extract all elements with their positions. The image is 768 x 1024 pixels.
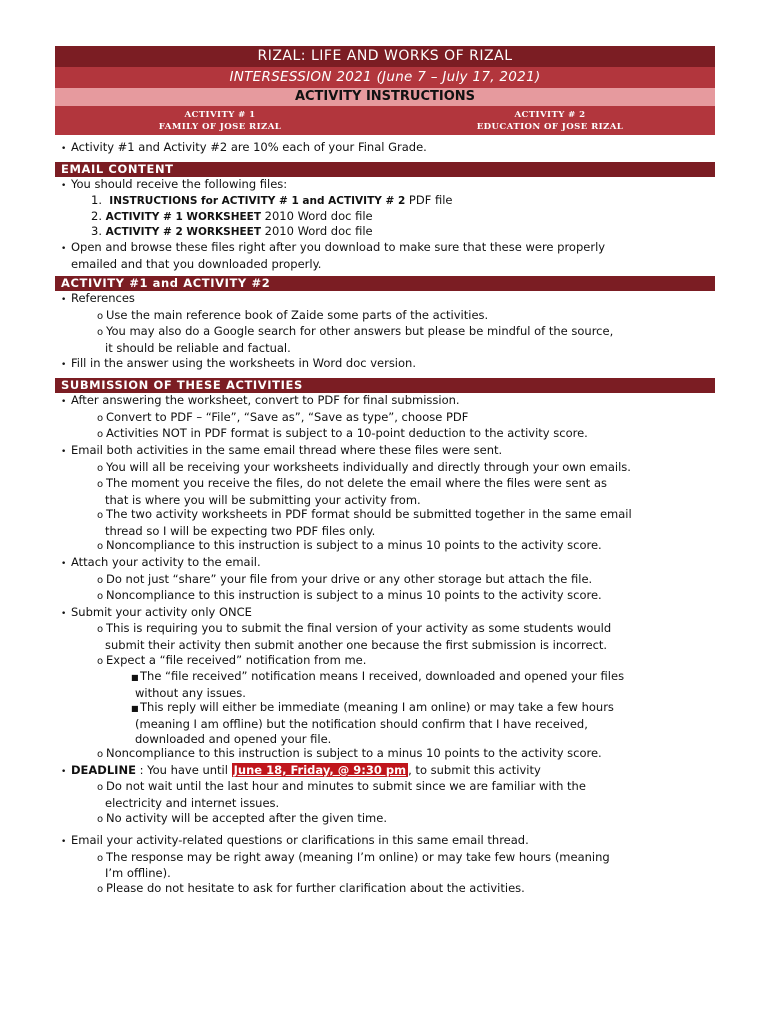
- sub-sub-item-continued: without any issues.: [135, 685, 246, 700]
- bullet-icon: •: [61, 180, 67, 191]
- circle-bullet-icon: o: [97, 624, 104, 636]
- email-content-heading: EMAIL CONTENT: [55, 162, 715, 177]
- bullet-icon: •: [61, 144, 67, 154]
- list-item: • Attach your activity to the email.: [55, 555, 715, 572]
- sub-sub-item-continued: downloaded and opened your file.: [135, 731, 332, 746]
- sub-sub-item: ■The “file received” notification means I received, downloaded and opened your files: [55, 669, 715, 686]
- sub-item: o Do not wait until the last hour and minutes to submit since we are familiar with the: [55, 779, 715, 796]
- sub-item: o This is requiring you to submit the final version of your activity as some students would: [55, 621, 715, 638]
- sub-item: o The response may be right away (meaning I’m online) or may take few hours (meaning: [55, 850, 715, 867]
- sub-item: o Do not just “share” your file from your drive or any other storage but attach the file.: [55, 572, 715, 589]
- deadline-item: • DEADLINE : You have until June 18, Friday, @ 9:30 pm , to submit this activity: [55, 763, 715, 780]
- file-item-1: 1. INSTRUCTIONS for ACTIVITY # 1 and ACTIVITY # 2 PDF file: [91, 193, 453, 208]
- circle-bullet-icon: o: [97, 852, 104, 864]
- term-subtitle: INTERSESSION 2021 (June 7 – July 17, 2021): [55, 67, 715, 88]
- circle-bullet-icon: o: [97, 429, 104, 441]
- activity-2-topic: EDUCATION OF JOSE RIZAL: [476, 122, 624, 132]
- circle-bullet-icon: o: [97, 327, 104, 339]
- grade-weight-note: • Activity #1 and Activity #2 are 10% each of your Final Grade.: [55, 140, 715, 157]
- activity-1-number: ACTIVITY # 1: [184, 110, 256, 120]
- instructions-heading: ACTIVITY INSTRUCTIONS: [55, 88, 715, 106]
- sub-item-continued: electricity and internet issues.: [105, 795, 280, 810]
- list-item: • After answering the worksheet, convert to PDF for final submission.: [55, 393, 715, 410]
- activity-section-heading: ACTIVITY #1 and ACTIVITY #2: [55, 276, 715, 291]
- sub-item: o You may also do a Google search for other answers but please be mindful of the source,: [55, 324, 715, 341]
- list-item: • Open and browse these files right after you download to make sure that these were properly: [55, 240, 715, 257]
- course-title: RIZAL: LIFE AND WORKS OF RIZAL: [55, 46, 715, 67]
- sub-item-continued: I’m offline).: [105, 866, 171, 881]
- sub-item: o The two activity worksheets in PDF format should be submitted together in the same email: [55, 507, 715, 524]
- circle-bullet-icon: o: [97, 479, 104, 491]
- list-item: • Email your activity-related questions or clarifications in this same email thread.: [55, 833, 715, 850]
- circle-bullet-icon: o: [97, 574, 104, 586]
- bullet-icon: •: [61, 608, 67, 619]
- list-item: • Fill in the answer using the worksheets in Word doc version.: [55, 356, 715, 373]
- bullet-icon: •: [61, 766, 67, 777]
- activity-1-header: [55, 106, 385, 135]
- list-item: • You should receive the following files:: [55, 177, 715, 194]
- circle-bullet-icon: o: [97, 510, 104, 522]
- bullet-icon: •: [61, 837, 67, 848]
- sub-item: o Noncompliance to this instruction is subject to a minus 10 points to the activity score.: [55, 588, 715, 605]
- activity-1-topic: FAMILY OF JOSE RIZAL: [158, 122, 282, 132]
- circle-bullet-icon: o: [97, 883, 104, 895]
- sub-item: o Use the main reference book of Zaide some parts of the activities.: [55, 308, 715, 325]
- sub-item-continued: that is where you will be submitting your activity from.: [105, 492, 421, 507]
- list-item: • Submit your activity only ONCE: [55, 605, 715, 622]
- deadline-date: June 18, Friday, @ 9:30 pm: [233, 762, 407, 777]
- bullet-icon: •: [61, 446, 67, 457]
- bullet-icon: •: [61, 243, 67, 254]
- activity-2-number: ACTIVITY # 2: [514, 110, 586, 120]
- file-item-2: 2. ACTIVITY # 1 WORKSHEET 2010 Word doc file: [91, 208, 373, 223]
- submission-heading: SUBMISSION OF THESE ACTIVITIES: [55, 378, 715, 393]
- sub-item-continued: submit their activity then submit another one because the first submission is incorrect.: [105, 638, 608, 653]
- sub-item-continued: thread so I will be expecting two PDF files only.: [105, 523, 376, 538]
- bullet-icon: •: [61, 559, 67, 570]
- circle-bullet-icon: o: [97, 813, 104, 825]
- square-bullet-icon: ■: [131, 673, 139, 683]
- square-bullet-icon: ■: [131, 704, 139, 714]
- sub-item: o Convert to PDF – “File”, “Save as”, “Save as type”, choose PDF: [55, 410, 715, 427]
- circle-bullet-icon: o: [97, 541, 104, 553]
- circle-bullet-icon: o: [97, 310, 104, 322]
- sub-item-continued: it should be reliable and factual.: [105, 340, 291, 355]
- sub-item: o You will all be receiving your worksheets individually and directly through your own emails.: [55, 460, 715, 477]
- circle-bullet-icon: o: [97, 782, 104, 794]
- sub-item: o The moment you receive the files, do not delete the email where the files were sent as: [55, 476, 715, 493]
- sub-item: o Noncompliance to this instruction is subject to a minus 10 points to the activity score.: [55, 538, 715, 555]
- sub-sub-item: ■This reply will either be immediate (meaning I am online) or may take a few hours: [55, 700, 715, 717]
- circle-bullet-icon: o: [97, 655, 104, 667]
- circle-bullet-icon: o: [97, 462, 104, 474]
- activity-2-header: [385, 106, 715, 135]
- bullet-icon: •: [61, 359, 67, 370]
- bullet-icon: •: [61, 295, 67, 306]
- activity-header-row: [55, 106, 715, 135]
- sub-sub-item-continued: (meaning I am offline) but the notification should confirm that I have received,: [135, 717, 588, 731]
- sub-item: o No activity will be accepted after the given time.: [55, 811, 715, 828]
- sub-item: o Noncompliance to this instruction is subject to a minus 10 points to the activity score.: [55, 746, 715, 763]
- circle-bullet-icon: o: [97, 749, 104, 761]
- deadline-label: DEADLINE: [71, 762, 136, 777]
- circle-bullet-icon: o: [97, 591, 104, 603]
- list-item: • Email both activities in the same email thread where these files were sent.: [55, 443, 715, 460]
- sub-item: o Please do not hesitate to ask for further clarification about the activities.: [55, 881, 715, 898]
- circle-bullet-icon: o: [97, 412, 104, 424]
- list-item-continued: emailed and that you downloaded properly.: [71, 256, 322, 271]
- sub-item: o Activities NOT in PDF format is subject to a 10-point deduction to the activity score.: [55, 426, 715, 443]
- sub-item: o Expect a “file received” notification from me.: [55, 653, 715, 670]
- instruction-document: [55, 46, 715, 898]
- file-item-3: 3. ACTIVITY # 2 WORKSHEET 2010 Word doc file: [91, 224, 373, 239]
- bullet-icon: •: [61, 397, 67, 408]
- list-item: • References: [55, 291, 715, 308]
